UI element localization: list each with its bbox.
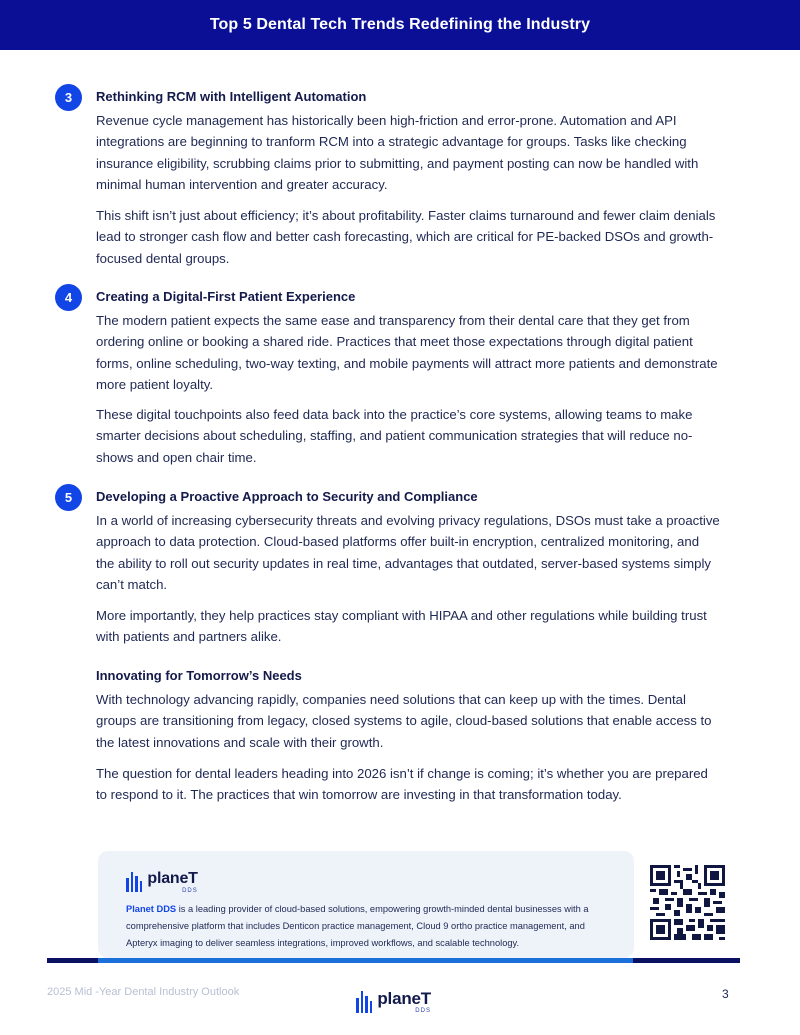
section-title: Rethinking RCM with Intelligent Automation xyxy=(96,89,367,104)
qr-code-icon xyxy=(650,865,725,940)
section-paragraph: In a world of increasing cybersecurity threats and evolving privacy regulations, DSOs must take a proactive approach to data protection. Cloud-based platforms offer built-in encryption, centralized monitoring, and the ability to roll out security updates in real time, advantages that outdated, server-based systems simply can’t match. xyxy=(96,513,720,592)
logo-bars-icon xyxy=(356,991,372,1013)
about-description: is a leading provider of cloud-based solutions, empowering growth-minded dental businesses with a comprehensive platform that includes Denticon practice management, Cloud 9 ortho practice management, and Apteryx imaging to deliver seamless integrations, improved workflows, and scalable technology. xyxy=(126,904,589,948)
section-paragraph: This shift isn’t just about efficiency; it’s about profitability. Faster claims turnaround and fewer claim denials lead to stronger cash flow and better cash forecasting, which are critical for PE-backed DSOs and growth-focused dental groups. xyxy=(96,208,716,266)
page-title: Top 5 Dental Tech Trends Redefining the Industry xyxy=(209,16,591,33)
section-paragraph: These digital touchpoints also feed data back into the practice’s core systems, allowing teams to make smarter decisions about scheduling, staffing, and patient communication strategies that will reduce no-shows and open chair time. xyxy=(96,407,693,465)
section-number-badge: 3 xyxy=(55,84,82,111)
header-bar xyxy=(0,0,800,50)
footer-publication-title: 2025 Mid -Year Dental Industry Outlook xyxy=(47,986,240,998)
about-brand: Planet DDS xyxy=(126,904,177,914)
section-paragraph: The modern patient expects the same ease and transparency from their dental care that they get from ordering online or booking a shared ride. Practices that meet those expectations through digital patient forms, online scheduling, two-way texting, and mobile payments will attract more patients and demonstrate more patient loyalty. xyxy=(96,313,718,392)
closing-paragraph: With technology advancing rapidly, companies need solutions that can keep up with the times. Dental groups are transitioning from legacy, closed systems to agile, cloud-based solutions that enable access to the latest innovations and scale with their growth. xyxy=(96,692,712,750)
section-paragraph: More importantly, they help practices stay compliant with HIPAA and other regulations while building trust with patients and partners alike. xyxy=(96,608,707,645)
logo-sub: DDS xyxy=(182,888,198,894)
about-text xyxy=(126,901,616,952)
logo-bars-icon xyxy=(126,872,142,892)
logo-sub: DDS xyxy=(415,1008,431,1014)
section-paragraph: Revenue cycle management has historically been high-friction and error-prone. Automation and API integrations are beginning to tranform RCM into a strategic advantage for groups. Tasks like checking insurance eligibility, scrubbing claims prior to submitting, and payment posting can now be handled with minimal human intervention and greater accuracy. xyxy=(96,113,699,192)
page-number: 3 xyxy=(722,987,729,1001)
planet-dds-logo xyxy=(126,871,198,895)
section-title: Creating a Digital-First Patient Experience xyxy=(96,289,356,304)
section-number-badge: 4 xyxy=(55,284,82,311)
section-title: Developing a Proactive Approach to Security and Compliance xyxy=(96,489,478,504)
section-number-badge: 5 xyxy=(55,484,82,511)
closing-title: Innovating for Tomorrow’s Needs xyxy=(96,668,302,683)
closing-paragraph: The question for dental leaders heading into 2026 isn’t if change is coming; it’s whether you are prepared to respond to it. The practices that win tomorrow are investing in that transformation today. xyxy=(96,766,708,803)
about-card xyxy=(98,851,634,958)
logo-word: planeT xyxy=(377,989,431,1008)
logo-word: planeT xyxy=(147,870,198,887)
footer-divider xyxy=(47,958,740,963)
footer-logo xyxy=(356,990,431,1015)
